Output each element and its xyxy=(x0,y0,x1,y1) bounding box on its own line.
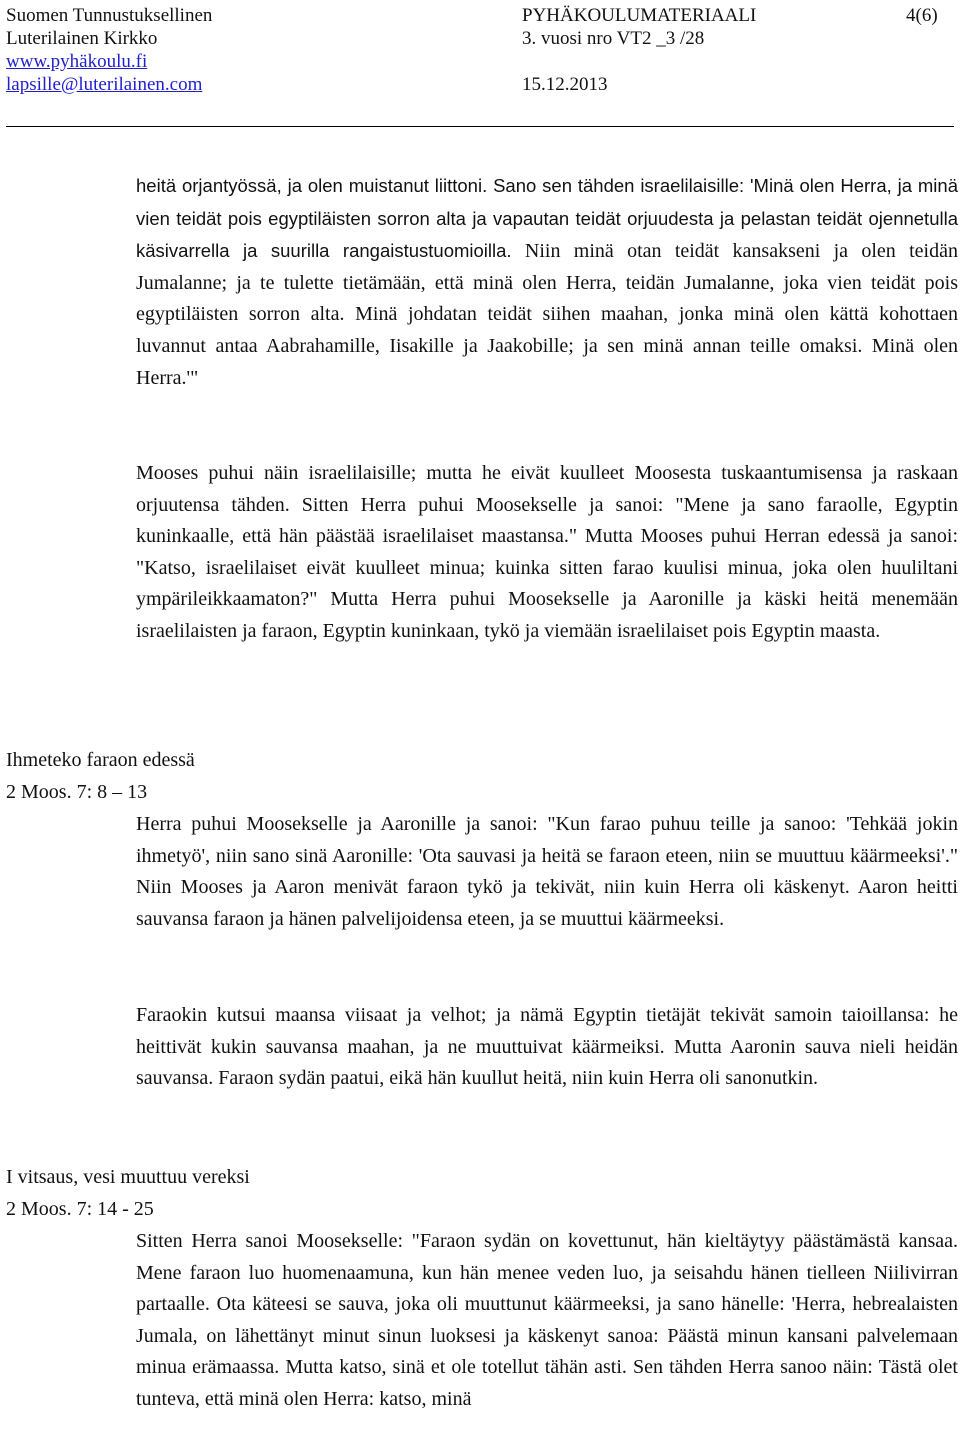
paragraph-1 xyxy=(136,170,958,394)
issue-number: 3. vuosi nro VT2 _3 /28 xyxy=(522,28,705,49)
paragraph-3: Herra puhui Moosekselle ja Aaronille ja sanoi: "Kun farao puhuu teille ja sanoo: 'Tehkää jokin ihmetyö', niin sano sinä Aaronille: 'Ota sauvasi ja heitä se faraon eteen, niin se muuttuu käärmeeksi'." Niin Mooses ja Aaron menivät faraon tykö ja tekivät, niin kuin Herra oli käskenyt. Aaron heitti sauvansa faraon ja hänen palvelijoidensa eteen, ja se muuttui käärmeeksi. xyxy=(136,813,958,930)
paragraph-1-serif: Niin minä otan teidät kansakseni ja olen teidän Jumalanne; ja te tulette tietämään, että minä olen Herra, teidän Jumalanne, joka vien teidät pois egyptiläisten sorron alta. Minä johdatan teidät siihen maahan, jonka minä olen kättä kohottaen luvannut antaa Aabrahamille, Iisakille ja Jaakobille; ja sen minä annan teille omaksi. Minä olen Herra.'" xyxy=(136,240,958,389)
section-2-reference: 2 Moos. 7: 14 - 25 xyxy=(6,1198,154,1220)
page-number: 4(6) xyxy=(906,5,938,26)
paragraph-1-sans: heitä orjantyössä, ja olen muistanut liittoni. Sano sen tähden israelilaisille: 'Minä olen Herra, ja minä vien teidät pois egyptiläisten sorron alta ja vapautan teidät orjuudesta ja pelastan teidät ojennetulla käsivarrella ja suurilla rangaistustuomioilla. xyxy=(136,175,958,262)
church-name-line1: Suomen Tunnustuksellinen xyxy=(6,5,213,26)
section-1-title: Ihmeteko faraon edessä xyxy=(6,749,195,771)
paragraph-2: Mooses puhui näin israelilaisille; mutta he eivät kuulleet Moosesta tuskaantumisensa ja raskaan orjuutensa tähden. Sitten Herra puhui Moosekselle ja sanoi: "Mene ja sano faraolle, Egyptin kuninkaalle, että hän päästää israelilaiset maastansa." Mutta Mooses puhui Herran edessä ja sanoi: "Katso, israelilaiset eivät kuulleet minua; kuinka sitten farao kuulisi minua, joka olen huuliltani ympärileikkaamaton?" Mutta Herra puhui Moosekselle ja Aaronille ja käski heitä menemään israelilaisten ja faraon, Egyptin kuninkaan, tykö ja viemään israelilaiset pois Egyptin maasta. xyxy=(136,462,958,642)
email-link[interactable]: lapsille@luterilainen.com xyxy=(6,74,203,95)
website-link[interactable]: www.pyhäkoulu.fi xyxy=(6,51,148,72)
header-spacer xyxy=(522,50,756,73)
header-middle xyxy=(522,4,756,96)
header-divider xyxy=(6,126,954,127)
header-left xyxy=(6,4,212,96)
church-name-line2: Luterilainen Kirkko xyxy=(6,28,158,49)
material-title: PYHÄKOULUMATERIAALI xyxy=(522,5,757,26)
paragraph-4: Faraokin kutsui maansa viisaat ja velhot; ja nämä Egyptin tietäjät tekivät samoin taioillansa: he heittivät kukin sauvansa maahan, ja ne muuttuivat käärmeiksi. Mutta Aaronin sauva nieli heidän sauvansa. Faraon sydän paatui, eikä hän kuullut heitä, niin kuin Herra oli sanonutkin. xyxy=(136,1004,958,1090)
paragraph-5: Sitten Herra sanoi Moosekselle: "Faraon sydän on kovettunut, hän kieltäytyy päästämästä kansaa. Mene faraon luo huomenaamuna, kun hän menee veden luo, ja seisahdu hänen tielleen Niilivirran partaalle. Ota käteesi se sauva, joka oli muuttunut käärmeeksi, ja sano hänelle: 'Herra, hebrealaisten Jumala, on lähettänyt minut sinun luoksesi ja käskenyt sanoa: Päästä minun kansani palvelemaan minua erämaassa. Mutta katso, sinä et ole totellut tähän asti. Sen tähden Herra sanoo näin: Tästä olet tunteva, että minä olen Herra: katso, minä xyxy=(136,1230,958,1410)
issue-date: 15.12.2013 xyxy=(522,74,608,95)
section-1-reference: 2 Moos. 7: 8 – 13 xyxy=(6,781,148,803)
section-2-title: I vitsaus, vesi muuttuu vereksi xyxy=(6,1166,250,1188)
